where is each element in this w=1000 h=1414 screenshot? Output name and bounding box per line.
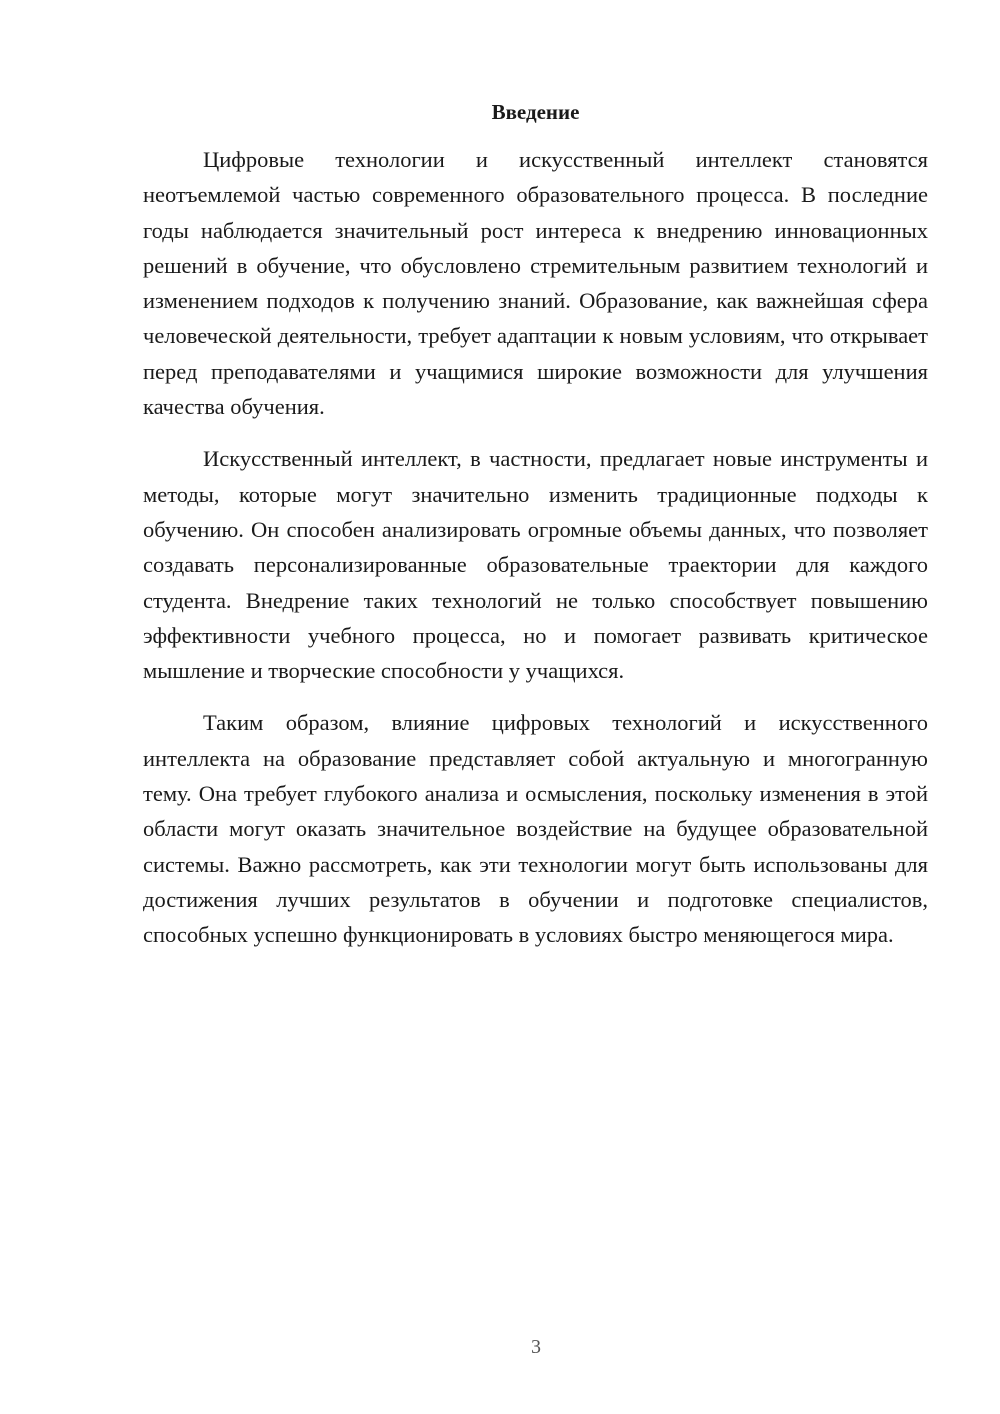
paragraph-2: Искусственный интеллект, в частности, предлагает новые инструменты и методы, которые могут значительно изменить традиционные подходы к обучению. Он способен анализировать огромные объемы данных, что позволяет создавать персонализированные образовательные траектории для каждого студента. Внедрение таких технологий не только способствует повышению эффективности учебного процесса, но и помогает развивать критическое мышление и творческие способности у учащихся. bbox=[143, 446, 928, 684]
section-heading: Введение bbox=[491, 100, 580, 124]
paragraph-3: Таким образом, влияние цифровых технологий и искусственного интеллекта на образование представляет собой актуальную и многогранную тему. Она требует глубокого анализа и осмысления, поскольку изменения в этой области могут оказать значительное воздействие на будущее образовательной системы. Важно рассмотреть, как эти технологии могут быть использованы для достижения лучших результатов в обучении и подготовке специалистов, способных успешно функционировать в условиях быстро меняющегося мира. bbox=[143, 710, 928, 948]
page-number: 3 bbox=[531, 1336, 541, 1358]
paragraph-1: Цифровые технологии и искусственный интеллект становятся неотъемлемой частью современного образовательного процесса. В последние годы наблюдается значительный рост интереса к внедрению инновационных решений в обучение, что обусловлено стремительным развитием технологий и изменением подходов к получению знаний. Образование, как важнейшая сфера человеческой деятельности, требует адаптации к новым условиям, что открывает перед преподавателями и учащимися широкие возможности для улучшения качества обучения. bbox=[143, 147, 928, 420]
body-text bbox=[143, 142, 928, 953]
